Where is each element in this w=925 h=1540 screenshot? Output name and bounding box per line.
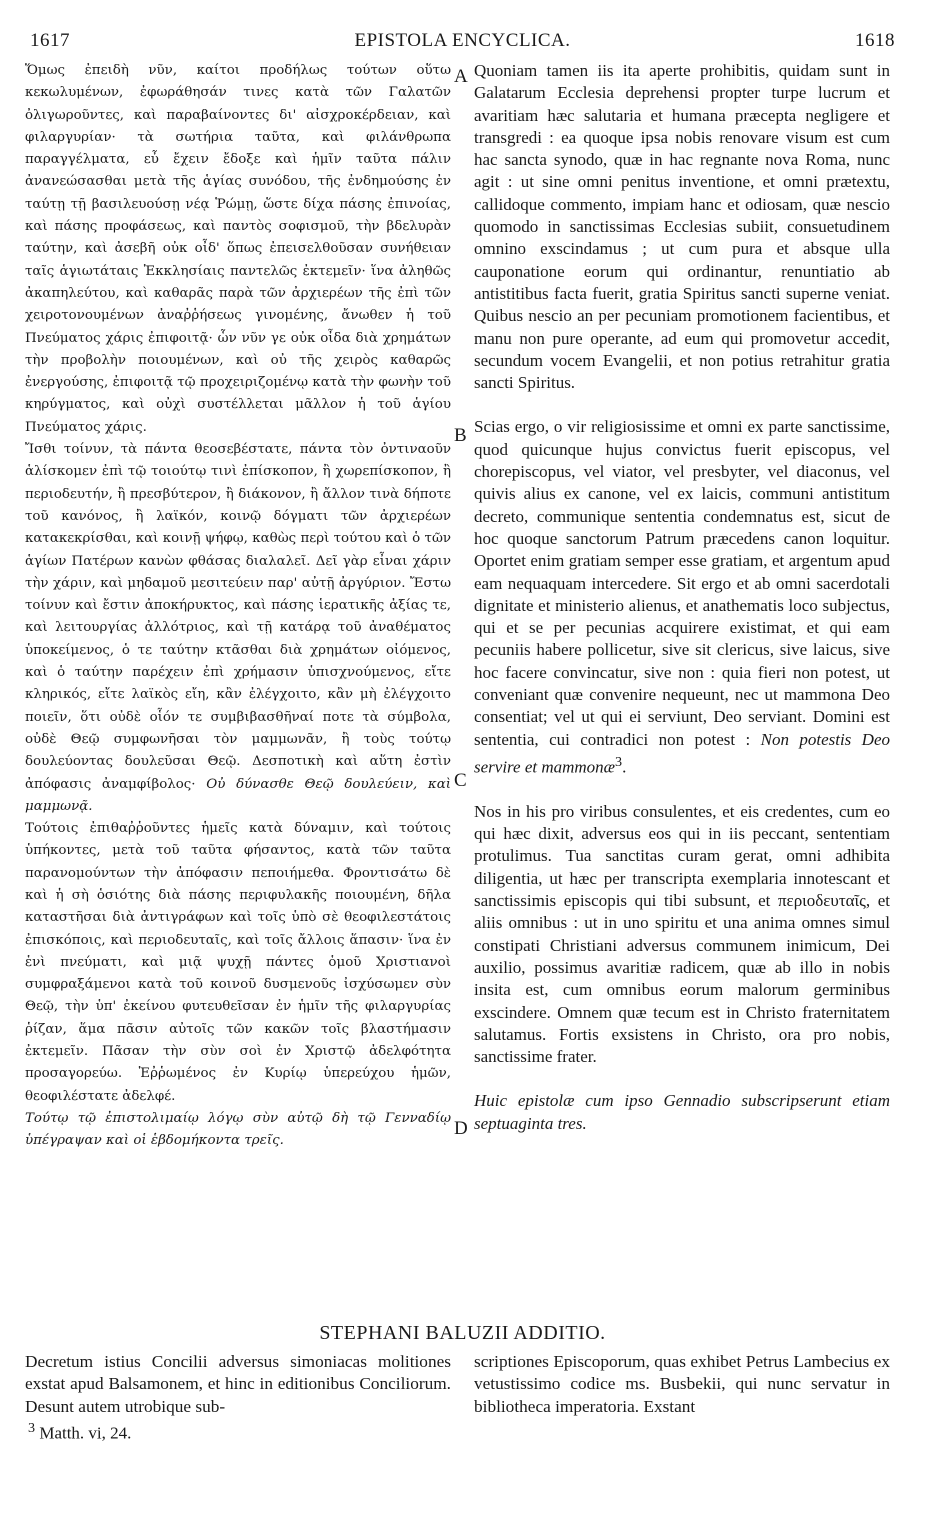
additio-right-text: scriptiones Episcoporum, quas exhibet Petrus Lambecius ex vetustissimo codice ms. Busbekii, qui nunc servatur in bibliotheca imperatoria. Exstant: [474, 1352, 890, 1416]
footnote: [28, 1420, 131, 1444]
greek-paragraph-3: Τούτοις ἐπιθαῤῥοῦντες ἡμεῖς κατὰ δύναμιν, καὶ τούτοις ὑπήκοντες, μετὰ τοῦ ταῦτα φήσαντος, κατὰ τῶν ταῦτα παρανομούντων τὴν ἀπόφασιν πεποιήμεθα. Φροντισάτω δὲ καὶ ἡ σὴ ὁσιότης διὰ πάσης περιφυλακῆς ποιουμένη, δῆλα καταστῆσαι διὰ ἀντιγράφων καὶ τοῖς ὑπὸ σὲ θεοφιλεστάτοις ἐπισκόποις, καὶ περιοδευταῖς, καὶ τοῖς ἄλλοις ἅπασιν· ἵνα ἐν ἑνὶ πνεύματι, καὶ μιᾷ ψυχῇ πάντες ὁμοῦ Χριστιανοὶ συμφραξάμενοι κατὰ τοῦ κοινοῦ δυσμενοῦς ἰσχύσωμεν σὺν Θεῷ, τὴν ὑπ' ἐκείνου φυτευθεῖσαν ἐν ἡμῖν τῆς φιλαργυρίας ῥίζαν, ἅμα πᾶσιν αὐτοῖς τῶν κακῶν τοῖς βλαστήμασιν ἐκτεμεῖν. Πᾶσαν τὴν σὺν σοὶ ἐν Χριστῷ ἀδελφότητα προσαγορεύω. Ἐῤῥωμένος ἐν Κυρίῳ ὑπερεύχου ἡμῶν, θεοφιλέστατε ἀδελφέ.: [25, 821, 451, 1104]
footnote-reference: 3: [615, 753, 623, 770]
latin-subscription-note: Huic epistolæ cum ipso Gennadio subscripserunt etiam septuaginta tres.: [474, 1091, 890, 1133]
running-title: EPISTOLA ENCYCLICA.: [354, 30, 571, 51]
latin-paragraph-2: Scias ergo, o vir religiosissime et omni ex parte sanctissime, quod quicunque hujus convictus fuerit episcopus, vel chorepiscopus, vel viator, vel presbyter, vel diaconus, vel quivis alius ex canone, vel ex laicis, communi antistitum decreto, communique sententia condemnatus est, sicut de hoc quoque sanctorum Patrum præcedens canon loquitur. Oportet enim gratiam semper esse gratiam, et argentum apud eam nequaquam intercedere. Sit ergo et ab omni sacerdotali dignitate et ministerio alienus, et anathematis loco subjectus, qui et se per pecunias acquirere existimat, et qui eam pecuniis habere pollicetur, sive sit clericus, sive laicus, sive hoc facere convincatur, sive non : quia fieri non potest, ut conveniant quæ convenire nequeunt, nec ut mammona Deo consentiat; vel ut qui ei serviunt, Deo serviant. Domini est sententia, cui contradici non potest : Non potestis Deo servire et mammonæ$^3$.: [474, 417, 891, 777]
page-number-left: 1617: [30, 30, 70, 51]
page-header: [30, 30, 895, 60]
greek-paragraph-2-text: Ἴσθι τοίνυν, τὰ πάντα θεοσεβέστατε, πάντα τὸν ὀντιναοῦν ἁλίσκομεν ἐπὶ τῷ τοιούτῳ τινὶ ἐπίσκοπον, ἢ χωρεπίσκοπον, ἢ περιοδευτήν, ἢ πρεσβύτερον, ἢ διάκονον, ἢ ἄλλον τινὰ δήποτε τοῦ κανόνος, ἢ λαϊκόν, κοινῷ δόγματι τῶν ἀρχιερέων κατακεκρίσθαι, καὶ κοινῇ ψήφῳ, καθὼς περὶ τούτου καὶ ὁ τῶν ἁγίων Πατέρων κανὼν φθάσας διαλαλεῖ. Δεῖ γὰρ εἶναι χάριν τὴν χάριν, καὶ μηδαμοῦ μεσιτεύειν παρ' αὐτῇ ἀργύριον. Ἔστω τοίνυν καὶ ἔστιν ἀποκήρυκτος, καὶ πάσης ἱερατικῆς ἀξίας τε, καὶ λειτουργίας ἀλλότριος, καὶ τῇ κατάρᾳ τοῦ ἀναθέματος ὑποκείμενος, ὁ τε ταύτην κτᾶσθαι διὰ χρημάτων οἰόμενος, καὶ ὁ ταύτην παρέχειν ἐπὶ χρήμασιν ὑπισχνούμενος, εἴτε κληρικός, εἴτε λαϊκὸς εἴη, κἂν ἐλέγχοιτο, κἂν μὴ ἐλέγχοιτο ποιεῖν, ὅτι οὐδὲ οἷόν τε συμβιβασθῆναί ποτε τὰ σύμβολα, οὐδὲ Θεῷ συμφωνῆσαι τὸν μαμμωνᾶν, ἢ τοὺς τούτῳ δουλεύοντας δουλεῦσαι Θεῷ. Δεσποτικὴ καὶ αὕτη ἐστὶν ἀπόφασις ἀναμφίβολος·: [25, 442, 451, 792]
latin-column: [474, 60, 890, 1135]
additio-heading: STEPHANI BALUZII ADDITIO.: [319, 1322, 606, 1344]
latin-paragraph-3: Nos in his pro viribus consulentes, et eis credentes, cum eo qui hæc dixit, adversus eos qui in iis peccant, sententiam protulimus. Tua sanctitas curam gerat, omni adhibita diligentia, ut hæc per transcripta exemplaria innotescant et sanctissimis episcopis qui tibi subsunt, et περιοδευταῖς, et aliis omnibus : ut in uno spiritu et una anima omnes simul constipati Christiani adversus communem inimicum, Dei auxilio, possimus avaritiæ radicem, quæ ab illo in nobis insita est, cum omnibus eorum malorum germinibus exscindere. Omnem quæ tecum est in Christo fraternitatem salutamus. Fortis exsistens in Christo, ora pro nobis, sanctissime frater.: [474, 801, 890, 1067]
greek-column: [25, 60, 451, 1153]
margin-marker-a: A: [454, 66, 468, 87]
greek-paragraph-2: [25, 439, 451, 818]
greek-paragraph-1: Ὅμως ἐπειδὴ νῦν, καίτοι προδήλως τούτων οὕτω κεκωλυμένων, ἐφωράθησάν τινες κατὰ τῶν Γαλατῶν ὀλιγωροῦντες, καὶ παραβαίνοντες δι' αἰσχροκέρδειαν, καὶ φιλαργυρίαν· τὰ σωτήρια ταῦτα, καὶ φιλάνθρωπα παραγγέλματα, εὖ ἔχειν ἔδοξε καὶ ἡμῖν ταῦτα πάλιν ἀνανεώσασθαι μετὰ τῆς ἁγίας συνόδου, τῆς ἐνδημούσης ἐν ταύτῃ τῇ βασιλευούσῃ νέᾳ Ῥώμῃ, ὥστε δίχα πάσης ἐπινοίας, καὶ πάσης προφάσεως, καὶ παντὸς σοφισμοῦ, τὴν βδελυρὰν ταύτην, καὶ ἀσεβῆ οὐκ οἶδ' ὅπως ἐπεισελθοῦσαν συνήθειαν ταῖς ἁγιωτάταις Ἐκκλησίαις παντελῶς ἐκτεμεῖν· ἵνα ἀληθῶς ἀκαπηλεύτου, καὶ καθαρᾶς παρὰ τῶν ἀρχιερέων τῆς ἐπὶ τῶν χειροτονουμένων ἀναῤῥήσεως γινομένης, ἄνωθεν ἡ τοῦ Πνεύματος χάρις ἐπιφοιτᾷ· ὧν νῦν γε οὐκ οἶδα διὰ χρημάτων τὴν προβολὴν ποιουμένων, καὶ οὐ τῆς χειρὸς καθαρῶς ἐνεργούσης, ἐπιφοιτᾷ τῷ προχειριζομένῳ κατὰ τὴν φωνὴν τοῦ κηρύγματος, καὶ οὐχὶ συστέλλεται μᾶλλον ἡ τοῦ ἁγίου Πνεύματος χάρις.: [25, 63, 451, 435]
latin-paragraph-2-text: Scias ergo, o vir religiosissime et omni ex parte sanctissime, quod quicunque hujus convictus fuerit episcopus, vel chorepiscopus, vel viator, vel presbyter, vel diaconus, vel quivis alius ex canone, vel ex laicis, communi antistitum decreto, communique sententia condemnatus est, sicut de hoc quoque sanctorum Patrum præcedens canon loquitur. Oportet enim gratiam semper esse gratiam, et argentum apud eam nequaquam intercedere. Sit ergo et ab omni sacerdotali dignitate et ministerio alienus, et anathematis loco subjectus, qui et se per pecunias acquirere existimat, et qui eam pecuniis habere pollicetur, sive sit clericus, sive laicus, sive hoc facere convincatur, sive non : quia fieri non potest, ut conveniant quæ convenire nequeunt, nec ut mammona Deo consentiat; vel ut qui ei serviunt, Deo serviant. Domini est sententia, cui contradici non potest :: [474, 417, 890, 749]
greek-scripture-quote: Οὐ δύνασθε Θεῷ δουλεύειν, καὶ μαμμωνᾷ.: [25, 776, 452, 814]
margin-marker-d: D: [454, 1118, 468, 1139]
footnote-mark: 3: [28, 1420, 36, 1436]
page-number-right: 1618: [855, 30, 895, 51]
latin-scripture-quote: Non potestis Deo servire et mammonæ: [474, 729, 891, 777]
greek-subscription-note: Τούτῳ τῷ ἐπιστολιμαίῳ λόγῳ σὺν αὐτῷ δὴ τῷ Γενναδίῳ ὑπέγραψαν καὶ οἱ ἑβδομήκοντα τρεῖς.: [25, 1110, 451, 1149]
additio-left-text: Decretum istius Concilii adversus simoniacas molitiones exstat apud Balsamonem, et hinc in editionibus Conciliorum. Desunt autem utrobique sub-: [25, 1352, 451, 1416]
latin-paragraph-1: Quoniam tamen iis ita aperte prohibitis, quidam sunt in Galatarum Ecclesia deprehensi propter turpe lucrum et avaritiam hæc salutaria et humana præcepta negligere et transgredi : ea quoque ipsa nobis renovare visum est cum hac sancta synodo, quæ in hac regnante nova Roma, nunc agit : ut sine omni penitus inventione, et omni prætextu, callidoque commento, impiam hanc et odiosam, quæ nescio quomodo in sanctissimas Ecclesias subiit, consuetudinem omnino exscindamus ; ut cum pura et absque ulla cauponatione eorum qui ordinantur, renuntiatio ab antistitibus facta fuerit, gratia Spiritus sancti superne veniat. Quibus nescio an per pecuniam promotionem facientibus, et manu non pure operante, ad eum qui promovetur accedit, secundum vocem Evangelii, et non potius retrahitur gratia sancti Spiritus.: [474, 61, 890, 393]
margin-marker-c: C: [454, 770, 467, 791]
margin-marker-b: B: [454, 425, 467, 446]
footnote-text: Matth. vi, 24.: [39, 1423, 132, 1443]
